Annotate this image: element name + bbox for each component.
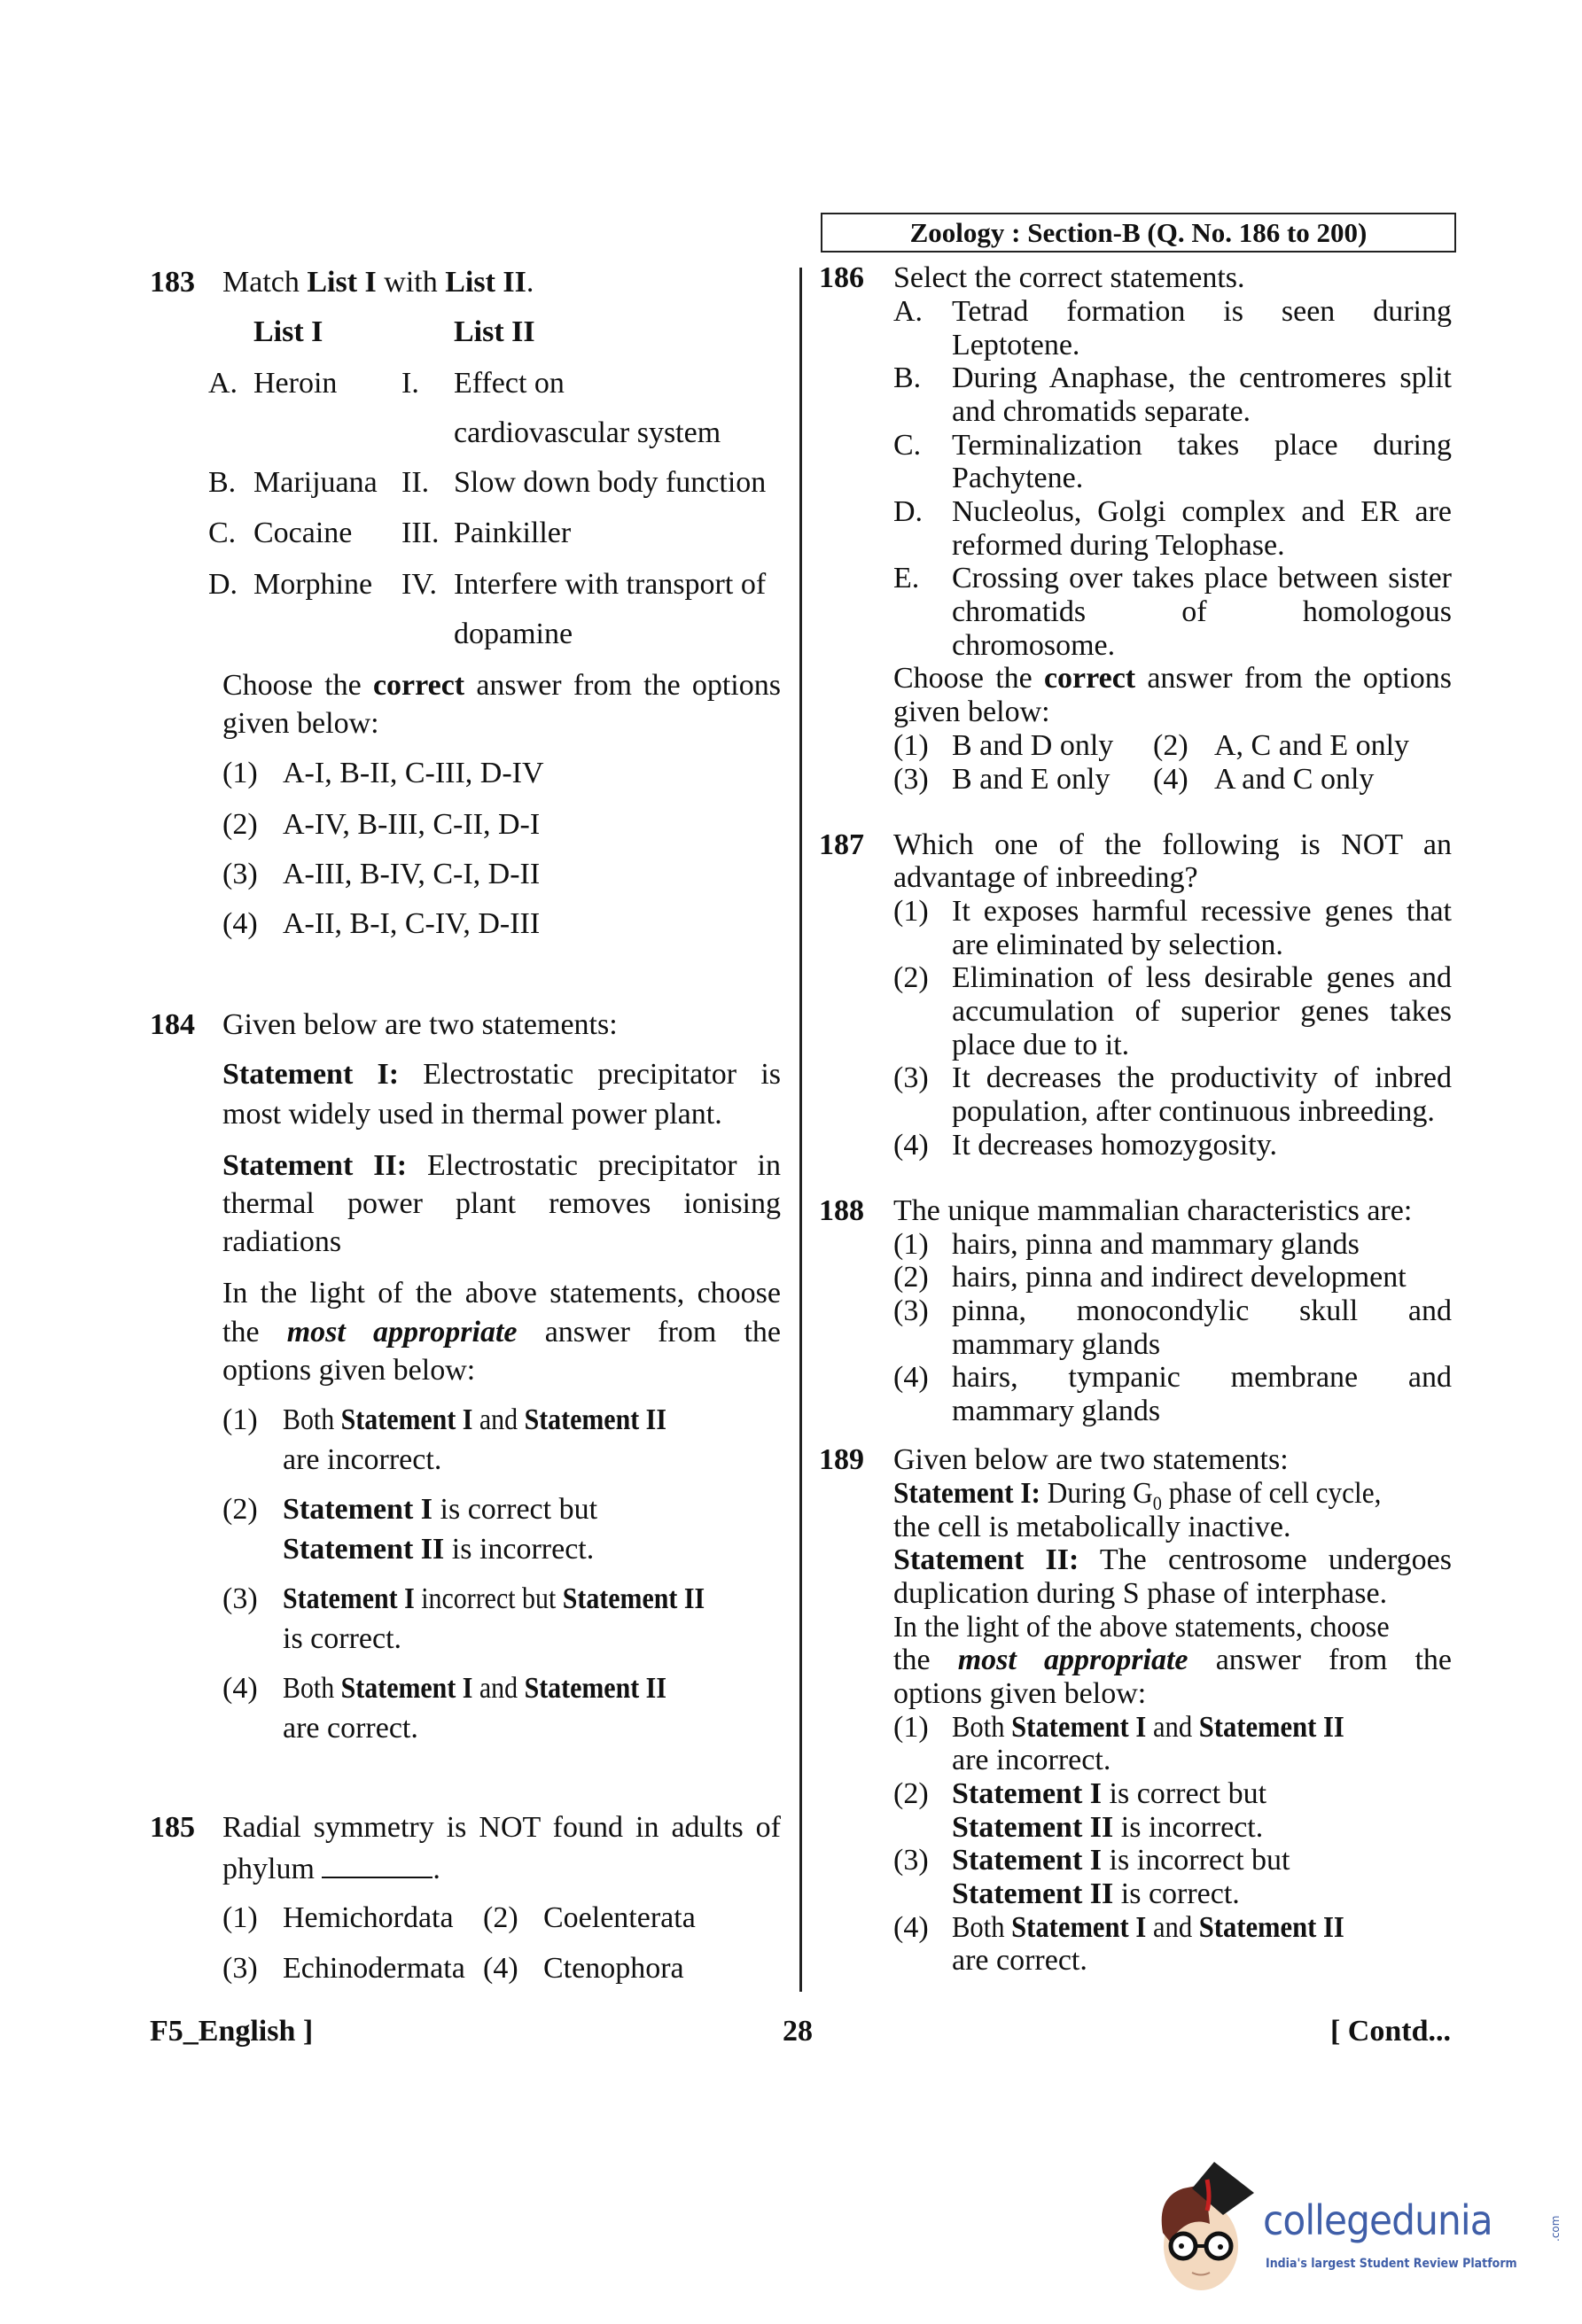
option-text[interactable]: mammary glands [952,1328,1161,1361]
option-text[interactable]: hairs, pinna and indirect development [952,1261,1407,1294]
statement-item: reformed during Telophase. [952,529,1285,562]
instruction: In the light of the above statements, choose [893,1611,1390,1644]
option-text[interactable]: hairs, pinna and mammary glands [952,1228,1360,1261]
item-label: A. [893,295,923,328]
list-header: List I [253,315,323,348]
instruction: Choose the correct answer from the options [222,669,781,702]
option-number[interactable]: (4) [893,1911,929,1944]
option-text[interactable]: place due to it. [952,1029,1130,1061]
statement-item: and chromatids separate. [952,395,1251,428]
question-number: 189 [819,1443,864,1476]
option-text[interactable]: Hemichordata [283,1901,454,1934]
row-label: IV. [401,568,437,601]
list-item: Slow down body function [454,466,767,499]
option-text[interactable]: Elimination of less desirable genes and [952,961,1452,994]
question-stem: Radial symmetry is NOT found in adults of [222,1811,781,1844]
statement-2: thermal power plant removes ionising [222,1187,781,1220]
option-number[interactable]: (1) [222,1403,258,1436]
statement-1: the cell is metabolically inactive. [893,1511,1291,1543]
row-label: D. [208,568,238,601]
question-stem: The unique mammalian characteristics are: [893,1194,1413,1227]
option-number[interactable]: (2) [222,1493,258,1526]
row-label: III. [401,517,440,549]
option-text[interactable]: It decreases the productivity of inbred [952,1061,1452,1094]
instruction: given below: [893,696,1050,728]
option-text[interactable]: It exposes harmful recessive genes that [952,895,1452,928]
column-divider [799,268,802,1992]
option-text[interactable]: Statement I is correct but [952,1777,1267,1810]
option-text[interactable]: Both Statement I and Statement II [283,1403,666,1436]
item-label: E. [893,562,920,595]
option-text[interactable]: B and D only [952,729,1114,762]
option-text[interactable]: A and C only [1214,763,1375,796]
option-text[interactable]: Both Statement I and Statement II [283,1672,666,1705]
option-number[interactable]: (1) [893,1711,929,1744]
option-number[interactable]: (3) [222,858,258,890]
mascot-icon [1152,2162,1263,2295]
question-number: 187 [819,828,864,861]
statement-item: Leptotene. [952,329,1080,361]
option-text[interactable]: It decreases homozygosity. [952,1129,1277,1162]
list-item: Effect on [454,367,565,400]
row-label: C. [208,517,237,549]
footer-paper-code: F5_English ] [150,2015,314,2048]
statement-1: Statement I: During $G_0$ phase of cell cycle, [893,1477,1382,1514]
list-item: cardiovascular system [454,416,721,449]
question-number: 185 [150,1811,195,1844]
option-text[interactable]: Both Statement I and Statement II [952,1911,1344,1944]
option-number[interactable]: (2) [222,808,258,841]
statement-item: Terminalization takes place during [952,429,1452,462]
option-number[interactable]: (4) [893,1361,929,1394]
option-number[interactable]: (1) [222,1901,258,1934]
option-number[interactable]: (1) [893,1228,929,1261]
list-item: Interfere with transport of [454,568,767,601]
list-item: Marijuana [253,466,378,499]
statement-2: radiations [222,1225,342,1258]
option-number[interactable]: (3) [893,1061,929,1094]
option-number[interactable]: (2) [893,1261,929,1294]
option-text[interactable]: hairs, tympanic membrane and [952,1361,1452,1394]
statement-1: most widely used in thermal power plant. [222,1098,722,1131]
option-number[interactable]: (3) [893,763,929,796]
question-stem: phylum . [222,1850,440,1885]
option-text[interactable]: are eliminated by selection. [952,929,1283,961]
section-header-box: Zoology : Section-B (Q. No. 186 to 200) [821,213,1456,253]
question-stem: advantage of inbreeding? [893,861,1198,894]
option-number[interactable]: (2) [1153,729,1188,762]
question-stem: Match List I with List II. [222,266,534,299]
option-text[interactable]: A-II, B-I, C-IV, D-III [283,907,541,940]
option-text[interactable]: Coelenterata [543,1901,696,1934]
statement-item: Tetrad formation is seen during [952,295,1452,328]
list-item: Morphine [253,568,373,601]
option-text[interactable]: accumulation of superior genes takes [952,995,1452,1028]
item-label: C. [893,429,922,462]
instruction: options given below: [222,1354,476,1387]
option-number[interactable]: (1) [893,895,929,928]
option-text[interactable]: pinna, monocondylic skull and [952,1294,1452,1327]
row-label: I. [401,367,419,400]
question-stem: Which one of the following is NOT an [893,828,1452,861]
option-text[interactable]: B and E only [952,763,1111,796]
instruction: the most appropriate answer from the [222,1316,781,1349]
list-item: Painkiller [454,517,572,549]
option-text[interactable]: Statement I is incorrect but [952,1844,1290,1877]
page-number: 28 [783,2015,813,2048]
option-text[interactable]: are correct. [952,1944,1087,1977]
statement-item: chromosome. [952,629,1116,662]
option-number[interactable]: (4) [222,907,258,940]
row-label: B. [208,466,237,499]
option-number[interactable]: (2) [893,961,929,994]
option-number[interactable]: (3) [222,1952,258,1985]
statement-2: duplication during S phase of interphase. [893,1577,1388,1610]
option-text[interactable]: Statement II is incorrect. [952,1811,1264,1844]
instruction: given below: [222,707,379,740]
option-text[interactable]: are correct. [283,1712,418,1745]
option-number[interactable]: (4) [483,1952,518,1985]
question-number: 188 [819,1194,864,1227]
question-stem: Given below are two statements: [893,1443,1289,1476]
list-item: dopamine [454,618,573,650]
option-text[interactable]: mammary glands [952,1395,1161,1427]
footer-contd: [ Contd... [1329,2015,1451,2048]
option-text[interactable]: is correct. [283,1622,402,1655]
statement-1: Statement I: Electrostatic precipitator is [222,1058,781,1091]
option-text[interactable]: A-I, B-II, C-III, D-IV [283,757,544,789]
statement-item: Pachytene. [952,462,1084,494]
answer-blank [322,1850,433,1878]
question-number: 183 [150,266,195,299]
brand-name: collegedunia [1263,2196,1492,2244]
statement-2: Statement II: The centrosome undergoes [893,1543,1452,1576]
question-stem: Select the correct statements. [893,261,1245,294]
option-number[interactable]: (4) [893,1129,929,1162]
item-label: D. [893,495,923,528]
statement-item: Crossing over takes place between sister [952,562,1452,595]
option-number[interactable]: (1) [893,729,929,762]
option-number[interactable]: (1) [222,757,258,789]
option-text[interactable]: A, C and E only [1214,729,1410,762]
option-text[interactable]: A-III, B-IV, C-I, D-II [283,858,541,890]
list-item: Cocaine [253,517,353,549]
option-text[interactable]: Both Statement I and Statement II [952,1711,1344,1744]
instruction: options given below: [893,1677,1147,1710]
option-text[interactable]: Ctenophora [543,1952,684,1985]
option-number[interactable]: (2) [483,1901,518,1934]
brand-tagline: India's largest Student Review Platform [1266,2257,1517,2271]
question-stem: Given below are two statements: [222,1008,618,1041]
statement-item: During Anaphase, the centromeres split [952,361,1452,394]
option-text[interactable]: A-IV, B-III, C-II, D-I [283,808,541,841]
row-label: A. [208,367,238,400]
option-number[interactable]: (3) [893,1294,929,1327]
option-text[interactable]: population, after continuous inbreeding. [952,1095,1435,1128]
instruction: the most appropriate answer from the [893,1644,1452,1676]
statement-2: Statement II: Electrostatic precipitator in [222,1149,781,1182]
instruction: Choose the correct answer from the options [893,662,1452,695]
option-text[interactable]: are incorrect. [952,1744,1111,1776]
list-header: List II [454,315,535,348]
option-number[interactable]: (3) [222,1582,258,1615]
option-text[interactable]: are incorrect. [283,1443,442,1476]
row-label: II. [401,466,430,499]
item-label: B. [893,361,922,394]
brand-com: .com [1549,2215,1562,2242]
option-text[interactable]: Echinodermata [283,1952,465,1985]
option-number[interactable]: (3) [893,1844,929,1877]
question-number: 184 [150,1008,195,1041]
instruction: In the light of the above statements, choose [222,1277,781,1310]
option-text[interactable]: Statement I incorrect but Statement II [283,1582,705,1615]
option-number[interactable]: (4) [1153,763,1188,796]
option-number[interactable]: (2) [893,1777,929,1810]
option-text[interactable]: Statement I is correct but [283,1493,598,1526]
option-text[interactable]: Statement II is incorrect. [283,1533,595,1566]
question-number: 186 [819,261,864,294]
statement-item: chromatids of homologous [952,595,1452,628]
statement-item: Nucleolus, Golgi complex and ER are [952,495,1452,528]
option-text[interactable]: Statement II is correct. [952,1877,1240,1910]
option-number[interactable]: (4) [222,1672,258,1705]
list-item: Heroin [253,367,338,400]
